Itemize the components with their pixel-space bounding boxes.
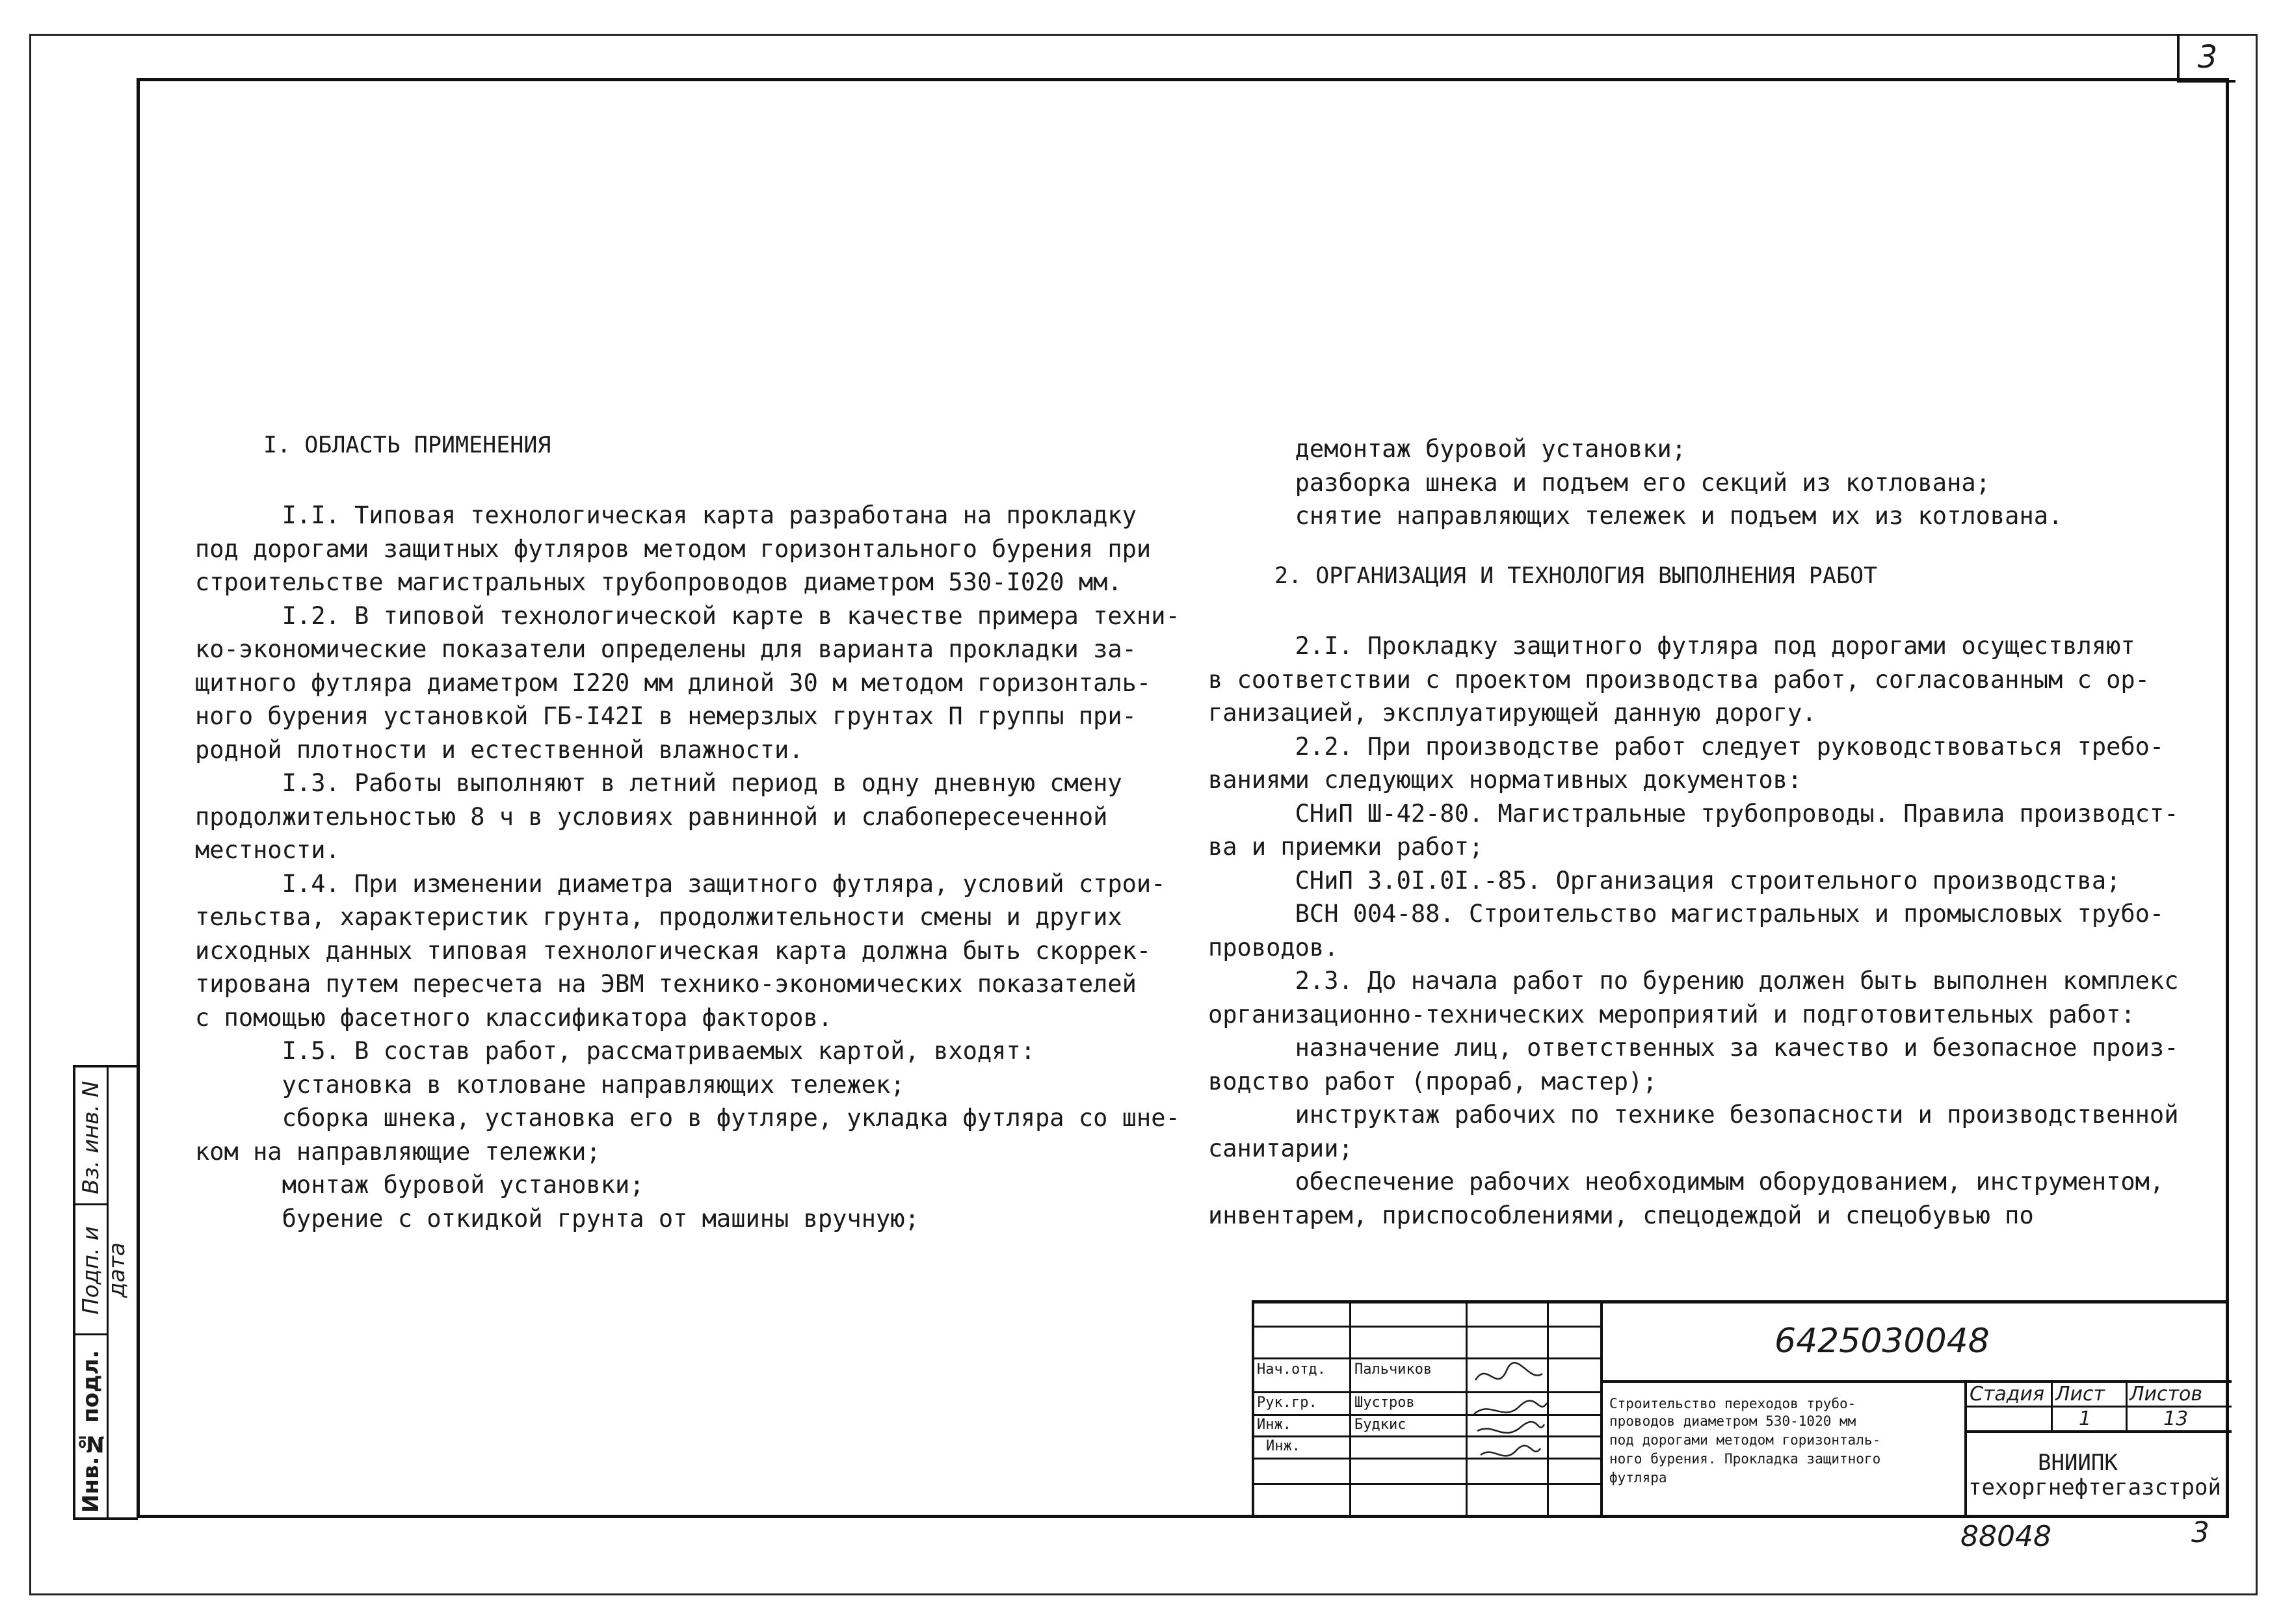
section1-body [195,499,1180,1235]
section1-line: родной плотности и естественной влажности. [195,735,804,764]
section2-line: ВСН 004-88. Строительство магистральных и промысловых трубо- [1208,900,2165,928]
section2-line: 2.2. При производстве работ следует руководствоваться требо- [1208,732,2165,761]
sheet-value: 1 [2079,1408,2092,1430]
role-4: Инж. [1266,1438,1300,1454]
role-1: Нач.отд. [1257,1361,1326,1378]
section1-title: I. ОБЛАСТЬ ПРИМЕНЕНИЯ [263,432,551,458]
description-line-3: под дорогами методом горизонталь- [1609,1432,1881,1448]
section2-line: обеспечение рабочих необходимым оборудованием, инструментом, [1208,1168,2165,1196]
section2-line: в соответствии с проектом производства работ, согласованным с ор- [1208,665,2150,694]
binding-strip [73,1065,138,1520]
section2-line: СНиП 3.0I.0I.-85. Организация строительного производства; [1208,866,2121,895]
section2-body [1208,629,2178,1232]
description-line-4: ного бурения. Прокладка защитного [1609,1451,1881,1467]
section1-line: строительстве магистральных трубопроводов диаметром 530-I020 мм. [195,568,1122,596]
section2-line: санитарии; [1208,1134,1353,1162]
section2-line: 2.3. До начала работ по бурению должен быть выполнен комплекс [1208,967,2179,995]
section1-line: установка в котловане направляющих тележек; [195,1070,905,1099]
right-intro-list [1208,432,2063,533]
doc-code: 6425030048 [1774,1322,1990,1361]
section1-line: I.4. При изменении диаметра защитного футляра, условий строи- [195,869,1166,898]
section1-line: ко-экономические показатели определены для варианта прокладки за- [195,635,1137,663]
podp-data-label: Подп. и дата [78,1226,130,1315]
section1-line: бурение с откидкой грунта от машины вручную; [195,1204,919,1233]
name-2: Шустров [1354,1395,1415,1411]
section1-line: тирована путем пересчета на ЭВМ технико-экономических показателей [195,970,1137,998]
sheets-value: 13 [2163,1408,2189,1430]
signatures-image [1468,1354,1552,1484]
section2-line: водство работ (прораб, мастер); [1208,1067,1657,1095]
title-block [1252,1300,2229,1518]
section2-line: ваниями следующих нормативных документов: [1208,766,1802,794]
section2-line: ганизацией, эксплуатирующей данную дорогу. [1208,699,1817,727]
section1-line: I.3. Работы выполняют в летний период в одну дневную смену [195,769,1122,797]
section1-line: ком на направляющие тележки; [195,1137,601,1166]
sheet-label: Лист [2055,1383,2105,1406]
section2-line: инвентарем, приспособлениями, спецодеждой и спецобувью по [1208,1201,2034,1229]
right-intro-line: снятие направляющих тележек и подъем их из котлована. [1208,502,2063,530]
sheets-label: Листов [2129,1383,2203,1406]
bottom-page-number: 3 [2191,1516,2209,1549]
section1-line: исходных данных типовая технологическая карта должна быть скоррек- [195,936,1152,965]
section1-line: с помощью фасетного классификатора факторов. [195,1003,833,1032]
section2-line: СНиП Ш-42-80. Магистральные трубопроводы. Правила производст- [1208,799,2179,828]
section2-line: 2.I. Прокладку защитного футляра под дорогами осуществляют [1208,632,2135,660]
description-line-2: проводов диаметром 530-1020 мм [1609,1413,1856,1429]
section1-line: тельства, характеристик грунта, продолжительности смены и других [195,903,1122,931]
section2-title: 2. ОРГАНИЗАЦИЯ И ТЕХНОЛОГИЯ ВЫПОЛНЕНИЯ РАБОТ [1274,563,1878,589]
section1-line: монтаж буровой установки; [195,1171,644,1199]
role-2: Рук.гр. [1257,1395,1317,1411]
section1-line: под дорогами защитных футляров методом горизонтального бурения при [195,534,1152,563]
section2-line: организационно-технических мероприятий и подготовительных работ: [1208,1000,2135,1028]
section2-line: назначение лиц, ответственных за качество и безопасное произ- [1208,1034,2179,1062]
section1-line: I.2. В типовой технологической карте в качестве примера техни- [195,601,1180,630]
inv-podl-label: Инв.№ подл. [78,1350,104,1513]
section1-line: I.I. Типовая технологическая карта разработана на прокладку [195,501,1137,529]
stage-label: Стадия [1970,1383,2045,1406]
section2-line: проводов. [1208,933,1339,962]
name-3: Будкис [1354,1417,1406,1433]
right-intro-line: разборка шнека и подъем его секций из котлована; [1208,468,1990,497]
name-1: Пальчиков [1354,1361,1432,1378]
section1-line: сборка шнека, установка его в футляре, укладка футляра со шне- [195,1104,1180,1132]
section1-line: местности. [195,836,340,864]
section1-line: продолжительностью 8 ч в условиях равнинной и слабопересеченной [195,802,1108,831]
section1-line: щитного футляра диаметром I220 мм длиной 30 м методом горизонталь- [195,668,1152,697]
top-page-number: 3 [2177,34,2235,83]
vz-inv-label: Вз. инв. N [78,1080,104,1194]
section1-line: I.5. В состав работ, рассматриваемых картой, входят: [195,1037,1036,1065]
section2-line: ва и приемки работ; [1208,833,1484,861]
role-3: Инж. [1257,1417,1291,1433]
description-line-5: футляра [1609,1470,1667,1486]
section1-line: ного бурения установкой ГБ-I42I в немерзлых грунтах П группы при- [195,702,1137,730]
description-line-1: Строительство переходов трубо- [1609,1396,1856,1411]
org-line-2: техоргнефтегазстрой [1968,1474,2221,1500]
section2-line: инструктаж рабочих по технике безопасности и производственной [1208,1101,2179,1129]
org-line-1: ВНИИПК [2038,1450,2118,1476]
right-intro-line: демонтаж буровой установки; [1208,435,1687,463]
bottom-code: 88048 [1960,1520,2051,1553]
